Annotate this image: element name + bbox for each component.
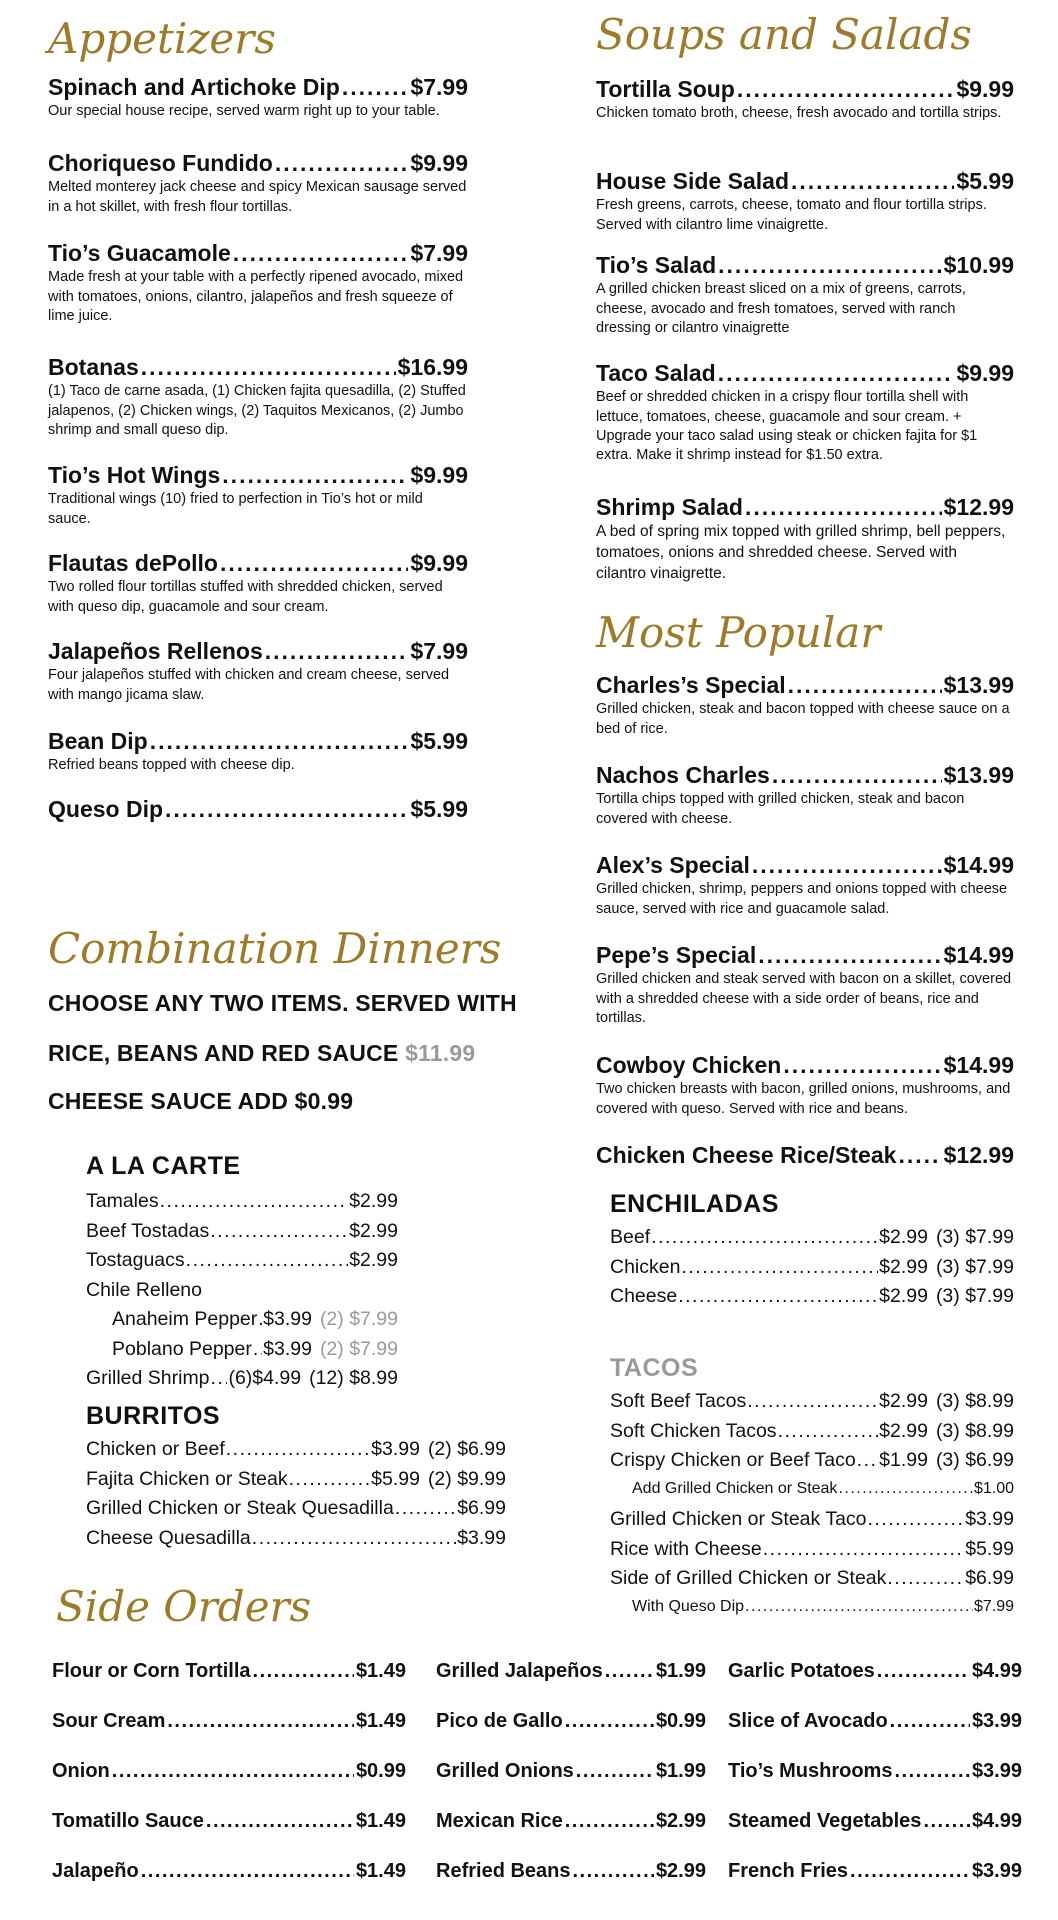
menu-item-header — [596, 76, 1014, 102]
side-order-price: $1.49 — [355, 1860, 406, 1882]
dot-leader — [265, 638, 409, 664]
menu-item-name: Jalapeños Rellenos — [48, 638, 263, 664]
combination-line-2 — [48, 1040, 475, 1067]
row-price: $6.99 — [457, 1497, 506, 1519]
menu-item — [48, 728, 468, 776]
side-order-price: $2.99 — [655, 1860, 706, 1882]
price-row — [610, 1390, 1014, 1413]
tacos-heading: TACOS — [610, 1354, 699, 1382]
menu-item-price: $9.99 — [410, 462, 468, 488]
menu-item — [48, 550, 468, 617]
dot-leader — [141, 354, 396, 380]
price-row — [86, 1367, 398, 1390]
dot-leader — [737, 76, 955, 102]
menu-item-name: Charles’s Special — [596, 672, 786, 698]
row-name: Soft Beef Tacos — [610, 1390, 747, 1412]
combination-line-1: CHOOSE ANY TWO ITEMS. SERVED WITH — [48, 990, 517, 1016]
menu-item-price: $7.99 — [410, 240, 468, 266]
row-extra-price: (3) $6.99 — [935, 1449, 1014, 1471]
menu-item-header — [596, 1052, 1014, 1078]
row-name: Chicken — [610, 1255, 681, 1278]
side-order-price: $1.99 — [655, 1660, 706, 1682]
price-row — [86, 1249, 398, 1272]
dot-leader — [745, 494, 942, 520]
dot-leader — [275, 150, 409, 176]
dot-leader — [395, 1497, 456, 1520]
menu-item-header — [596, 762, 1014, 788]
side-order-price: $1.49 — [355, 1660, 406, 1682]
menu-item-header — [596, 252, 1014, 278]
side-order-name: Onion — [52, 1760, 110, 1782]
row-price: $2.99 — [879, 1390, 928, 1412]
menu-item-price: $9.99 — [410, 550, 468, 576]
price-row — [632, 1597, 1014, 1616]
menu-item-header — [48, 150, 468, 176]
dot-leader — [342, 74, 409, 100]
menu-item-header — [48, 550, 468, 576]
menu-item-price: $10.99 — [943, 252, 1014, 278]
menu-item-description: Grilled chicken and steak served with bacon on a skillet, covered with a shredded cheese with a side order of beans, rice and tortillas. — [596, 971, 1012, 1026]
menu-item-price: $13.99 — [943, 762, 1014, 788]
row-name: Add Grilled Chicken or Steak — [632, 1479, 838, 1497]
side-order-item — [436, 1660, 706, 1683]
price-row — [112, 1308, 398, 1331]
side-order-price: $3.99 — [971, 1760, 1022, 1782]
row-name: With Queso Dip — [632, 1597, 745, 1615]
price-row — [112, 1338, 398, 1361]
side-order-price: $4.99 — [971, 1810, 1022, 1832]
menu-item-price: $7.99 — [410, 74, 468, 100]
dot-leader — [565, 1810, 654, 1833]
side-order-item — [728, 1660, 1022, 1683]
side-order-price: $4.99 — [971, 1660, 1022, 1682]
row-price: $1.00 — [973, 1479, 1014, 1497]
row-name: Chile Relleno — [86, 1278, 202, 1301]
price-row — [610, 1226, 1014, 1249]
side-order-item — [52, 1760, 406, 1783]
dot-leader — [783, 1052, 941, 1078]
row-name: Side of Grilled Chicken or Steak — [610, 1567, 887, 1589]
menu-item-header — [596, 672, 1014, 698]
row-price: $2.99 — [879, 1285, 928, 1307]
menu-item — [596, 1052, 1014, 1119]
side-order-item — [52, 1710, 406, 1733]
menu-item-description: Made fresh at your table with a perfectly ripened avocado, mixed with tomatoes, onions, cilantro, jalapeños and fresh squeeze of lime juice. — [48, 269, 464, 324]
menu-item-description: Fresh greens, carrots, cheese, tomato and flour tortilla strips. Served with cilantro lime vinaigrette. — [596, 197, 987, 233]
side-order-item — [436, 1860, 706, 1883]
dot-leader — [791, 168, 954, 194]
side-order-name: Grilled Onions — [436, 1760, 574, 1782]
price-row — [610, 1508, 1014, 1531]
side-order-item — [52, 1860, 406, 1883]
dot-leader — [206, 1810, 354, 1833]
menu-item — [596, 942, 1014, 1028]
appetizers-heading: Appetizers — [48, 14, 276, 63]
side-order-item — [728, 1810, 1022, 1833]
dot-leader — [565, 1710, 654, 1733]
menu-item-header — [596, 168, 1014, 194]
menu-item-price: $16.99 — [397, 354, 468, 380]
menu-item-name: Queso Dip — [48, 796, 164, 822]
side-order-item — [436, 1710, 706, 1733]
row-extra-price: (12) $8.99 — [309, 1367, 398, 1389]
dot-leader — [718, 252, 941, 278]
price-row — [86, 1220, 398, 1243]
dot-leader — [222, 462, 408, 488]
row-price: $6.99 — [965, 1567, 1014, 1589]
menu-item-description: Two chicken breasts with bacon, grilled onions, mushrooms, and covered with queso. Served with rice and beans. — [596, 1081, 1011, 1117]
dot-leader — [838, 1479, 973, 1498]
menu-item-name: Bean Dip — [48, 728, 148, 754]
price-row — [86, 1190, 398, 1213]
price-row — [610, 1256, 1014, 1279]
combination-price: $11.99 — [405, 1040, 476, 1066]
dot-leader — [160, 1190, 349, 1213]
menu-item-name: Nachos Charles — [596, 762, 770, 788]
row-extra-price: (3) $7.99 — [935, 1255, 1014, 1278]
side-order-price: $0.99 — [355, 1760, 406, 1782]
row-extra-price: (2) $7.99 — [319, 1337, 398, 1360]
menu-item-header — [48, 796, 468, 822]
row-price: $2.99 — [349, 1249, 398, 1271]
menu-item — [596, 168, 1014, 235]
menu-item-description: Grilled chicken, steak and bacon topped with cheese sauce on a bed of rice. — [596, 701, 1010, 737]
side-order-item — [728, 1760, 1022, 1783]
row-price: $1.99 — [879, 1449, 928, 1471]
dot-leader — [112, 1760, 354, 1783]
menu-item — [596, 252, 1014, 338]
menu-item — [48, 74, 468, 122]
menu-item-name: Pepe’s Special — [596, 942, 757, 968]
row-price: $5.99 — [965, 1537, 1014, 1560]
row-name: Poblano Pepper — [112, 1337, 252, 1360]
row-price: $2.99 — [349, 1190, 398, 1212]
menu-item-description: Melted monterey jack cheese and spicy Mexican sausage served in a hot skillet, with fresh flour tortillas. — [48, 179, 467, 215]
menu-item-name: Spinach and Artichoke Dip — [48, 74, 340, 100]
row-name: Rice with Cheese — [610, 1537, 762, 1560]
row-price: $3.99 — [263, 1337, 312, 1360]
row-price: $3.99 — [371, 1438, 420, 1460]
price-row — [610, 1567, 1014, 1590]
side-order-price: $3.99 — [971, 1860, 1022, 1882]
menu-item-price: $9.99 — [956, 360, 1014, 386]
menu-item-name: Alex’s Special — [596, 852, 750, 878]
menu-item-price: $9.99 — [410, 150, 468, 176]
menu-item-header — [48, 638, 468, 664]
row-name: Chicken or Beef — [86, 1438, 225, 1460]
side-order-item — [52, 1660, 406, 1683]
combination-heading: Combination Dinners — [48, 924, 502, 973]
price-row — [610, 1538, 1014, 1561]
side-orders-heading: Side Orders — [56, 1582, 312, 1631]
menu-item-price: $13.99 — [943, 672, 1014, 698]
menu-item-description: Tortilla chips topped with grilled chicken, steak and bacon covered with cheese. — [596, 791, 965, 827]
price-row — [86, 1527, 506, 1550]
dot-leader — [752, 852, 942, 878]
menu-item-description: A bed of spring mix topped with grilled shrimp, bell peppers, tomatoes, onions and shredded cheese. Served with cilantro vinaigrette. — [596, 523, 1006, 582]
soups-heading: Soups and Salads — [596, 10, 972, 59]
menu-item-name: Tio’s Salad — [596, 252, 717, 278]
menu-item-header — [48, 728, 468, 754]
row-name: Grilled Chicken or Steak Taco — [610, 1508, 867, 1530]
row-name: Grilled Shrimp — [86, 1367, 210, 1389]
row-price: $7.99 — [973, 1597, 1014, 1615]
price-row — [86, 1468, 506, 1491]
menu-item-price: $5.99 — [410, 796, 468, 822]
menu-item-header — [48, 462, 468, 488]
menu-item — [596, 360, 1014, 466]
menu-item-description: Grilled chicken, shrimp, peppers and onions topped with cheese sauce, served with rice and guacamole salad. — [596, 881, 1008, 917]
row-name: Crispy Chicken or Beef Taco — [610, 1449, 856, 1471]
dot-leader — [210, 1220, 348, 1243]
menu-item-price: $12.99 — [943, 1142, 1014, 1168]
menu-item-description: (1) Taco de carne asada, (1) Chicken fajita quesadilla, (2) Stuffed jalapenos, (2) Chicken wings, (2) Taquitos Mexicanos, (2) Jumbo shrimp and small queso dip. — [48, 383, 466, 438]
row-name: Fajita Chicken or Steak — [86, 1467, 288, 1490]
row-extra-price: (2) $7.99 — [319, 1308, 398, 1330]
side-order-name: French Fries — [728, 1860, 849, 1882]
dot-leader — [857, 1449, 878, 1472]
dot-leader — [763, 1538, 964, 1561]
menu-item-header — [48, 240, 468, 266]
menu-item-description: Refried beans topped with cheese dip. — [48, 757, 295, 774]
row-extra-price: (3) $8.99 — [935, 1390, 1014, 1412]
menu-item-description: Our special house recipe, served warm right up to your table. — [48, 103, 440, 120]
dot-leader — [576, 1760, 654, 1783]
dot-leader — [573, 1860, 654, 1883]
dot-leader — [758, 942, 941, 968]
row-name: Tamales — [86, 1190, 159, 1212]
popular-heading: Most Popular — [596, 608, 881, 657]
row-name: Beef Tostadas — [86, 1219, 210, 1242]
a-la-carte-heading: A LA CARTE — [86, 1152, 241, 1180]
side-orders-grid — [52, 1660, 1022, 1910]
side-order-name: Mexican Rice — [436, 1810, 563, 1832]
menu-item-price: $9.99 — [956, 76, 1014, 102]
row-extra-price: (2) $9.99 — [427, 1467, 506, 1490]
row-extra-price: (2) $6.99 — [427, 1438, 506, 1460]
dot-leader — [850, 1860, 970, 1883]
menu-item-name: Choriqueso Fundido — [48, 150, 273, 176]
dot-leader — [747, 1390, 878, 1413]
side-order-name: Steamed Vegetables — [728, 1810, 922, 1832]
row-extra-price: (3) $7.99 — [935, 1285, 1014, 1307]
side-order-item — [436, 1810, 706, 1833]
dot-leader — [678, 1285, 878, 1308]
dot-leader — [894, 1760, 969, 1783]
menu-item-name: House Side Salad — [596, 168, 790, 194]
menu-item-price: $14.99 — [943, 942, 1014, 968]
menu-item — [48, 462, 468, 529]
menu-item-price: $14.99 — [943, 1052, 1014, 1078]
menu-item-header — [596, 1142, 1014, 1168]
menu-item-header — [48, 74, 468, 100]
row-price: (6)$4.99 — [228, 1367, 302, 1389]
menu-item-header — [596, 942, 1014, 968]
menu-item-name: Flautas dePollo — [48, 550, 218, 576]
dot-leader — [150, 728, 409, 754]
dot-leader — [887, 1567, 964, 1590]
dot-leader — [252, 1527, 456, 1550]
menu-item-name: Tio’s Hot Wings — [48, 462, 221, 488]
menu-item-name: Botanas — [48, 354, 139, 380]
menu-item-description: Two rolled flour tortillas stuffed with shredded chicken, served with queso dip, guacamole and sour cream. — [48, 579, 443, 615]
menu-item-header — [596, 494, 1014, 520]
side-order-price: $1.49 — [355, 1810, 406, 1832]
menu-item — [596, 762, 1014, 829]
menu-item-description: Chicken tomato broth, cheese, fresh avocado and tortilla strips. — [596, 105, 1002, 122]
row-price: $3.99 — [457, 1526, 506, 1549]
combination-line-2-text: RICE, BEANS AND RED SAUCE — [48, 1040, 399, 1066]
menu-item — [596, 1142, 1014, 1168]
menu-item-description: Traditional wings (10) fried to perfection in Tio’s hot or mild sauce. — [48, 491, 423, 527]
side-order-name: Jalapeño — [52, 1860, 139, 1882]
price-row — [86, 1438, 506, 1461]
row-price: $2.99 — [879, 1226, 928, 1248]
menu-item-price: $5.99 — [956, 168, 1014, 194]
dot-leader — [868, 1508, 965, 1531]
dot-leader — [788, 672, 942, 698]
dot-leader — [220, 550, 408, 576]
menu-item-header — [596, 852, 1014, 878]
menu-item-name: Tortilla Soup — [596, 76, 735, 102]
side-order-name: Grilled Jalapeños — [436, 1660, 603, 1682]
menu-item-price: $5.99 — [410, 728, 468, 754]
side-order-name: Tomatillo Sauce — [52, 1810, 204, 1832]
dot-leader — [718, 360, 955, 386]
row-name: Grilled Chicken or Steak Quesadilla — [86, 1497, 394, 1519]
price-row — [610, 1285, 1014, 1308]
side-order-price: $1.99 — [655, 1760, 706, 1782]
dot-leader — [258, 1308, 262, 1331]
side-order-name: Sour Cream — [52, 1710, 166, 1732]
menu-item — [48, 354, 468, 440]
row-price: $3.99 — [965, 1508, 1014, 1530]
row-extra-price: (3) $7.99 — [935, 1226, 1014, 1248]
side-order-name: Garlic Potatoes — [728, 1660, 875, 1682]
menu-item — [48, 796, 468, 822]
row-name: Beef — [610, 1226, 651, 1248]
dot-leader — [289, 1468, 371, 1491]
row-name: Soft Chicken Tacos — [610, 1419, 777, 1442]
dot-leader — [778, 1420, 879, 1443]
menu-item-name: Chicken Cheese Rice/Steak — [596, 1142, 897, 1168]
dot-leader — [923, 1810, 970, 1833]
side-order-item — [728, 1710, 1022, 1733]
menu-item-price: $12.99 — [943, 494, 1014, 520]
dot-leader — [211, 1367, 228, 1390]
menu-item-name: Cowboy Chicken — [596, 1052, 782, 1078]
dot-leader — [890, 1710, 970, 1733]
menu-item-price: $7.99 — [410, 638, 468, 664]
dot-leader — [165, 796, 408, 822]
combination-line-3: CHEESE SAUCE ADD $0.99 — [48, 1088, 354, 1114]
row-name: Cheese — [610, 1285, 678, 1307]
dot-leader — [651, 1226, 878, 1249]
menu-item — [48, 240, 468, 326]
menu-item — [48, 638, 468, 705]
menu-item — [596, 76, 1014, 124]
side-order-item — [728, 1860, 1022, 1883]
dot-leader — [167, 1710, 354, 1733]
side-order-name: Pico de Gallo — [436, 1710, 563, 1732]
side-order-name: Flour or Corn Tortilla — [52, 1660, 251, 1682]
dot-leader — [898, 1142, 941, 1168]
dot-leader — [605, 1660, 654, 1683]
dot-leader — [186, 1249, 349, 1272]
price-row — [86, 1279, 398, 1302]
row-name: Anaheim Pepper — [112, 1308, 258, 1330]
price-row — [632, 1479, 1014, 1498]
dot-leader — [141, 1860, 354, 1883]
menu-item-header — [596, 360, 1014, 386]
side-order-price: $3.99 — [971, 1710, 1022, 1732]
menu-item — [48, 150, 468, 217]
menu-item — [596, 672, 1014, 739]
burritos-heading: BURRITOS — [86, 1402, 221, 1430]
price-row — [610, 1449, 1014, 1472]
side-order-item — [436, 1760, 706, 1783]
price-row — [610, 1420, 1014, 1443]
menu-item-description: Four jalapeños stuffed with chicken and cream cheese, served with mango jicama slaw. — [48, 667, 450, 703]
dot-leader — [877, 1660, 970, 1683]
menu-item — [596, 494, 1014, 584]
side-order-name: Slice of Avocado — [728, 1710, 888, 1732]
menu-item — [596, 852, 1014, 919]
menu-item-name: Taco Salad — [596, 360, 716, 386]
dot-leader — [233, 240, 409, 266]
row-price: $5.99 — [371, 1467, 420, 1490]
dot-leader — [226, 1438, 370, 1461]
menu-item-header — [48, 354, 468, 380]
dot-leader — [681, 1256, 878, 1279]
side-order-name: Refried Beans — [436, 1860, 571, 1882]
dot-leader — [772, 762, 942, 788]
dot-leader — [253, 1338, 262, 1361]
row-name: Tostaguacs — [86, 1249, 185, 1271]
side-order-price: $2.99 — [655, 1810, 706, 1832]
dot-leader — [745, 1597, 973, 1616]
side-order-price: $0.99 — [655, 1710, 706, 1732]
price-row — [86, 1497, 506, 1520]
dot-leader — [253, 1660, 354, 1683]
row-price: $2.99 — [349, 1219, 398, 1242]
row-price: $3.99 — [263, 1308, 312, 1330]
enchiladas-heading: ENCHILADAS — [610, 1190, 779, 1218]
side-order-name: Tio’s Mushrooms — [728, 1760, 893, 1782]
menu-item-name: Tio’s Guacamole — [48, 240, 231, 266]
side-order-price: $1.49 — [355, 1710, 406, 1732]
menu-item-name: Shrimp Salad — [596, 494, 743, 520]
menu-item-description: A grilled chicken breast sliced on a mix of greens, carrots, cheese, avocado and fresh tomatoes, served with ranch dressing or cilantro vinaigrette — [596, 281, 966, 336]
menu-item-price: $14.99 — [943, 852, 1014, 878]
row-price: $2.99 — [879, 1255, 928, 1278]
row-extra-price: (3) $8.99 — [935, 1419, 1014, 1442]
row-price: $2.99 — [879, 1419, 928, 1442]
row-name: Cheese Quesadilla — [86, 1526, 251, 1549]
side-order-item — [52, 1810, 406, 1833]
menu-item-description: Beef or shredded chicken in a crispy flour tortilla shell with lettuce, tomatoes, cheese, guacamole and sour cream. + Upgrade your taco salad using steak or chicken fajita for $1 extra. Make it shrimp instead for $1.50 extra. — [596, 389, 978, 464]
